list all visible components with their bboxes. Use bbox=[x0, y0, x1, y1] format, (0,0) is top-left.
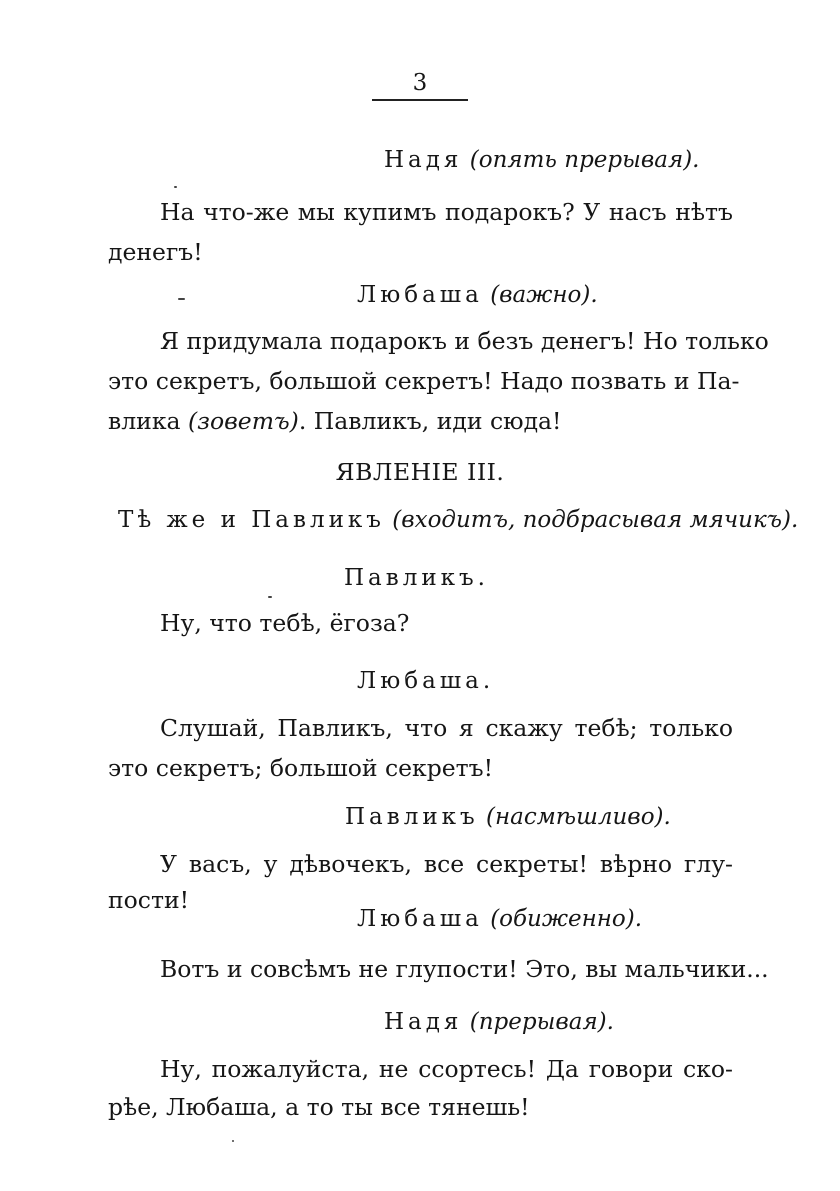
stage-direction: (насмѣшливо). bbox=[485, 804, 671, 830]
speaker-heading bbox=[357, 282, 598, 308]
stage-direction: (зоветъ) bbox=[188, 407, 299, 435]
speaker-heading bbox=[357, 668, 494, 694]
speaker-heading bbox=[345, 804, 671, 830]
speaker-name: Любаша. bbox=[357, 668, 495, 694]
page-number-rule bbox=[372, 99, 468, 101]
dialogue-line: это секретъ, большой секретъ! Надо позвать и Па- bbox=[108, 367, 740, 395]
dialogue-line: это секретъ; большой секретъ! bbox=[108, 754, 494, 782]
scan-speck bbox=[174, 186, 177, 188]
dialogue-line: пости! bbox=[108, 886, 190, 914]
dialogue-line: На что-же мы купимъ подарокъ? У насъ нѣтъ bbox=[160, 198, 733, 226]
dialogue-line: Я придумала подарокъ и безъ денегъ! Но только bbox=[160, 327, 769, 355]
stage-direction: (опять прерывая). bbox=[469, 147, 700, 173]
dialogue-line: У васъ, у дѣвочекъ, все секреты! вѣрно глу- bbox=[160, 850, 733, 878]
speaker-name: Надя bbox=[384, 147, 463, 173]
speaker-name: Надя bbox=[384, 1009, 463, 1035]
dialogue-text: влика bbox=[108, 407, 188, 435]
stage-direction: (прерывая). bbox=[469, 1009, 614, 1035]
speaker-heading bbox=[384, 147, 700, 173]
speaker-name: Павликъ. bbox=[344, 565, 489, 591]
speaker-name: Павликъ bbox=[345, 804, 479, 830]
scan-speck bbox=[178, 298, 185, 300]
speaker-heading bbox=[384, 1009, 614, 1035]
stage-note bbox=[118, 507, 798, 533]
dialogue-line: Слушай, Павликъ, что я скажу тебѣ; только bbox=[160, 714, 733, 742]
dialogue-line bbox=[108, 407, 733, 435]
dialogue-line: денегъ! bbox=[108, 238, 203, 266]
dialogue-line: рѣе, Любаша, а то ты все тянешь! bbox=[108, 1093, 530, 1121]
scene-title: ЯВЛЕНІЕ III. bbox=[335, 458, 505, 486]
dialogue-text: . Павликъ, иди сюда! bbox=[298, 407, 562, 435]
dialogue-line: Ну, пожалуйста, не ссортесь! Да говори ско- bbox=[160, 1055, 733, 1083]
stage-direction: (обиженно). bbox=[490, 906, 643, 932]
stage-direction: (важно). bbox=[490, 282, 598, 308]
speaker-heading bbox=[344, 565, 489, 591]
speaker-heading bbox=[357, 906, 642, 932]
dialogue-line: Вотъ и совсѣмъ не глупости! Это, вы мальчики... bbox=[160, 955, 769, 983]
speaker-name: Любаша bbox=[357, 906, 483, 932]
scan-speck bbox=[232, 1140, 234, 1142]
dialogue-line: Ну, что тебѣ, ёгоза? bbox=[160, 609, 410, 637]
page-number: 3 bbox=[412, 70, 428, 96]
scan-speck bbox=[268, 596, 272, 598]
stage-direction: (входитъ, подбрасывая мячикъ). bbox=[392, 507, 799, 533]
speaker-name: Любаша bbox=[357, 282, 483, 308]
stage-names: Тѣ же и Павликъ bbox=[118, 507, 385, 533]
